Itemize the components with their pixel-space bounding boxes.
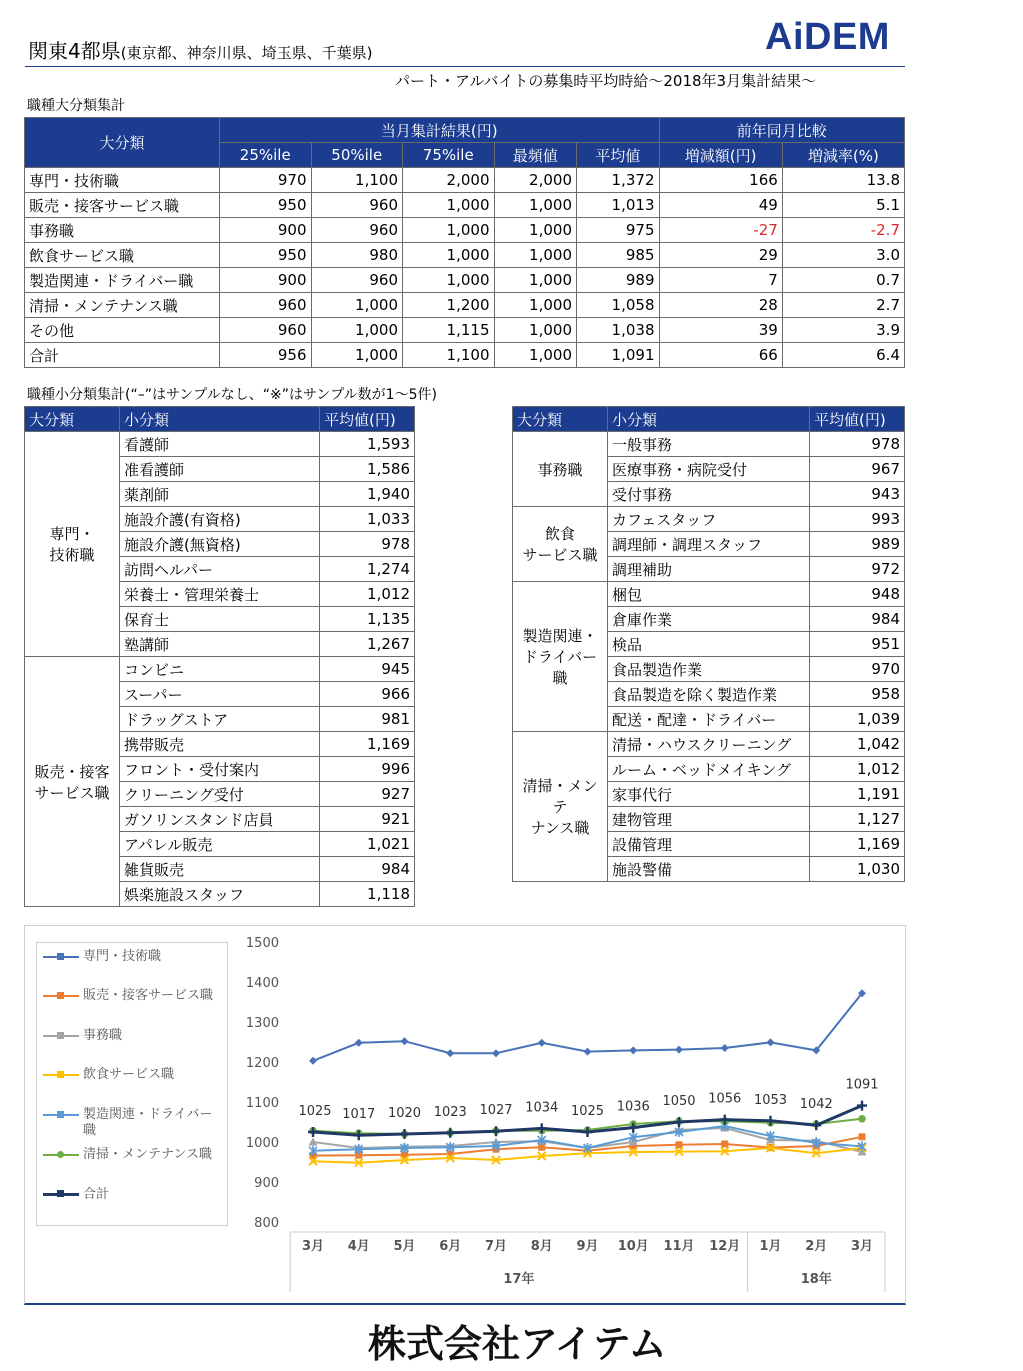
data-point bbox=[766, 1116, 776, 1126]
table-cell: 1,000 bbox=[494, 318, 577, 343]
table-cell: 970 bbox=[220, 168, 312, 193]
table-cell: 49 bbox=[659, 193, 782, 218]
category-cell: 販売・接客 サービス職 bbox=[25, 657, 120, 907]
table-cell: 1,000 bbox=[403, 243, 495, 268]
table-cell: 1,013 bbox=[577, 193, 660, 218]
data-point bbox=[629, 1046, 637, 1054]
table-cell: 2.7 bbox=[782, 293, 904, 318]
value-cell: 1,012 bbox=[320, 582, 415, 607]
legend-label: 販売・接客サービス職 bbox=[83, 988, 214, 1003]
table-cell: 900 bbox=[220, 218, 312, 243]
value-cell: 945 bbox=[320, 657, 415, 682]
col-header: 増減率(%) bbox=[782, 143, 904, 168]
table-cell: 3.0 bbox=[782, 243, 904, 268]
major-table-caption: 職種大分類集計 bbox=[27, 98, 125, 114]
y-tick-label: 1300 bbox=[245, 1016, 279, 1031]
table-cell: 5.1 bbox=[782, 193, 904, 218]
subcategory-cell: 食品製造作業 bbox=[608, 657, 810, 682]
subcategory-cell: 受付事務 bbox=[608, 482, 810, 507]
subcategory-cell: 家事代行 bbox=[608, 782, 810, 807]
value-cell: 1,169 bbox=[810, 832, 905, 857]
value-cell: 978 bbox=[320, 532, 415, 557]
data-point bbox=[857, 1101, 867, 1111]
table-cell: 2,000 bbox=[494, 168, 577, 193]
subcategory-cell: コンビニ bbox=[120, 657, 320, 682]
value-cell: 972 bbox=[810, 557, 905, 582]
subcategory-cell: 施設介護(無資格) bbox=[120, 532, 320, 557]
subcategory-cell: 栄養士・管理栄養士 bbox=[120, 582, 320, 607]
col-group-prev: 前年同月比較 bbox=[659, 118, 905, 143]
data-point bbox=[401, 1037, 409, 1045]
subcategory-cell: ガソリンスタンド店員 bbox=[120, 807, 320, 832]
col-header: 平均値(円) bbox=[810, 407, 905, 432]
value-cell: 921 bbox=[320, 807, 415, 832]
category-cell: 事務職 bbox=[513, 432, 608, 507]
x-tick-label: 7月 bbox=[484, 1239, 508, 1254]
subcategory-cell: ルーム・ベッドメイキング bbox=[608, 757, 810, 782]
value-cell: 984 bbox=[810, 607, 905, 632]
table-cell: 1,000 bbox=[403, 193, 495, 218]
y-tick-label: 800 bbox=[254, 1216, 279, 1231]
subcategory-cell: 倉庫作業 bbox=[608, 607, 810, 632]
legend-label: 清掃・メンテナンス職 bbox=[83, 1147, 212, 1162]
legend-label: 事務職 bbox=[83, 1028, 123, 1043]
table-cell: 1,115 bbox=[403, 318, 495, 343]
value-cell: 1,042 bbox=[810, 732, 905, 757]
col-header: 最頻値 bbox=[494, 143, 577, 168]
table-cell: 1,000 bbox=[311, 318, 403, 343]
table-cell: 0.7 bbox=[782, 268, 904, 293]
subcategory-cell: 娯楽施設スタッフ bbox=[120, 882, 320, 907]
subcategory-cell: 調理補助 bbox=[608, 557, 810, 582]
data-label: 1050 bbox=[662, 1094, 696, 1109]
page-title-prefectures: (東京都、神奈川県、埼玉県、千葉県) bbox=[120, 44, 373, 62]
col-header: 50%ile bbox=[311, 143, 403, 168]
table-cell: 1,000 bbox=[494, 193, 577, 218]
data-point bbox=[674, 1117, 684, 1127]
data-label: 1020 bbox=[387, 1106, 422, 1121]
category-cell: 飲食 サービス職 bbox=[513, 507, 608, 582]
value-cell: 1,135 bbox=[320, 607, 415, 632]
minor-table-caption: 職種小分類集計(“–”はサンプルなし、“※”はサンプル数が1～5件) bbox=[27, 387, 437, 403]
value-cell: 989 bbox=[810, 532, 905, 557]
data-point bbox=[767, 1038, 775, 1046]
subcategory-cell: クリーニング受付 bbox=[120, 782, 320, 807]
value-cell: 1,012 bbox=[810, 757, 905, 782]
data-label: 1025 bbox=[570, 1104, 605, 1119]
table-cell: 2,000 bbox=[403, 168, 495, 193]
value-cell: 1,118 bbox=[320, 882, 415, 907]
x-tick-label: 3月 bbox=[301, 1239, 325, 1254]
value-cell: 967 bbox=[810, 457, 905, 482]
table-cell: 985 bbox=[577, 243, 660, 268]
table-cell: 166 bbox=[659, 168, 782, 193]
data-label: 1056 bbox=[708, 1091, 742, 1107]
value-cell: 1,274 bbox=[320, 557, 415, 582]
table-cell: 1,000 bbox=[403, 218, 495, 243]
data-point bbox=[308, 1127, 318, 1137]
value-cell: 996 bbox=[320, 757, 415, 782]
subcategory-cell: 検品 bbox=[608, 632, 810, 657]
data-point bbox=[446, 1049, 454, 1057]
data-point bbox=[492, 1049, 500, 1057]
y-tick-label: 1500 bbox=[245, 936, 279, 951]
subcategory-cell: 一般事務 bbox=[608, 432, 810, 457]
value-cell: 1,033 bbox=[320, 507, 415, 532]
table-cell: 66 bbox=[659, 343, 782, 368]
legend-label: 合計 bbox=[83, 1187, 110, 1202]
data-point bbox=[309, 1057, 317, 1065]
table-cell: 1,000 bbox=[494, 268, 577, 293]
subcategory-cell: アパレル販売 bbox=[120, 832, 320, 857]
table-cell: 960 bbox=[220, 293, 312, 318]
data-label: 1025 bbox=[298, 1104, 332, 1119]
subcategory-cell: フロント・受付案内 bbox=[120, 757, 320, 782]
row-label: 専門・技術職 bbox=[25, 168, 220, 193]
data-point bbox=[721, 1141, 728, 1148]
col-header: 増減額(円) bbox=[659, 143, 782, 168]
data-point bbox=[355, 1039, 363, 1047]
data-point bbox=[445, 1128, 455, 1138]
data-label: 1091 bbox=[845, 1077, 879, 1093]
col-group-current: 当月集計結果(円) bbox=[220, 118, 660, 143]
x-tick-label: 4月 bbox=[347, 1239, 370, 1254]
x-tick-label: 11月 bbox=[663, 1239, 695, 1254]
value-cell: 943 bbox=[810, 482, 905, 507]
table-cell: 1,000 bbox=[311, 343, 403, 368]
subcategory-cell: 調理師・調理スタッフ bbox=[608, 532, 810, 557]
data-label: 1017 bbox=[342, 1107, 376, 1123]
value-cell: 948 bbox=[810, 582, 905, 607]
col-header: 75%ile bbox=[403, 143, 495, 168]
x-tick-label: 5月 bbox=[393, 1239, 416, 1254]
row-label: 販売・接客サービス職 bbox=[25, 193, 220, 218]
table-cell: 1,372 bbox=[577, 168, 660, 193]
subcategory-cell: 梱包 bbox=[608, 582, 810, 607]
data-point bbox=[676, 1141, 683, 1148]
subcategory-cell: 准看護師 bbox=[120, 457, 320, 482]
subcategory-cell: 医療事務・病院受付 bbox=[608, 457, 810, 482]
subcategory-cell: 看護師 bbox=[120, 432, 320, 457]
page-subtitle: パート・アルバイトの募集時平均時給～2018年3月集計結果～ bbox=[395, 72, 817, 90]
row-label: 製造関連・ドライバー職 bbox=[25, 268, 220, 293]
subcategory-cell: 薬剤師 bbox=[120, 482, 320, 507]
col-header: 小分類 bbox=[608, 407, 810, 432]
value-cell: 1,267 bbox=[320, 632, 415, 657]
x-tick-label: 8月 bbox=[530, 1239, 553, 1254]
data-point bbox=[721, 1044, 729, 1052]
value-cell: 1,021 bbox=[320, 832, 415, 857]
col-header: 大分類 bbox=[25, 407, 120, 432]
row-label: 清掃・メンテナンス職 bbox=[25, 293, 220, 318]
value-cell: 1,127 bbox=[810, 807, 905, 832]
table-cell: 950 bbox=[220, 193, 312, 218]
table-cell: 989 bbox=[577, 268, 660, 293]
data-point bbox=[675, 1046, 683, 1054]
table-cell: 960 bbox=[311, 193, 403, 218]
value-cell: 927 bbox=[320, 782, 415, 807]
table-cell: 1,091 bbox=[577, 343, 660, 368]
value-cell: 970 bbox=[810, 657, 905, 682]
data-point bbox=[583, 1127, 593, 1137]
table-cell: 960 bbox=[311, 268, 403, 293]
table-cell: 1,000 bbox=[403, 268, 495, 293]
subcategory-cell: 訪問ヘルパー bbox=[120, 557, 320, 582]
data-label: 1036 bbox=[616, 1099, 650, 1115]
table-cell: 1,058 bbox=[577, 293, 660, 318]
data-point bbox=[538, 1039, 546, 1047]
footer-company: 株式会社アイテム bbox=[368, 1322, 667, 1366]
category-cell: 清掃・メンテ ナンス職 bbox=[513, 732, 608, 882]
x-tick-label: 12月 bbox=[709, 1239, 741, 1254]
subcategory-cell: ドラッグストア bbox=[120, 707, 320, 732]
subcategory-cell: 施設介護(有資格) bbox=[120, 507, 320, 532]
value-cell: 993 bbox=[810, 507, 905, 532]
page-title-main: 関東4都県 bbox=[28, 39, 121, 63]
subcategory-cell: 配送・配達・ドライバー bbox=[608, 707, 810, 732]
data-label: 1042 bbox=[799, 1097, 833, 1113]
x-tick-label: 2月 bbox=[805, 1239, 828, 1254]
value-cell: 1,169 bbox=[320, 732, 415, 757]
table-cell: 900 bbox=[220, 268, 312, 293]
subcategory-cell: 建物管理 bbox=[608, 807, 810, 832]
col-header: 小分類 bbox=[120, 407, 320, 432]
table-cell: 1,038 bbox=[577, 318, 660, 343]
data-point bbox=[859, 1133, 866, 1140]
table-cell: -27 bbox=[659, 218, 782, 243]
y-tick-label: 1100 bbox=[245, 1096, 279, 1111]
data-point bbox=[491, 1126, 501, 1136]
col-header: 大分類 bbox=[513, 407, 608, 432]
data-label: 1027 bbox=[479, 1103, 513, 1119]
subcategory-cell: 食品製造を除く製造作業 bbox=[608, 682, 810, 707]
value-cell: 1,586 bbox=[320, 457, 415, 482]
x-tick-label: 10月 bbox=[617, 1239, 649, 1254]
table-cell: 6.4 bbox=[782, 343, 904, 368]
legend-label: 専門・技術職 bbox=[83, 949, 162, 964]
subcategory-cell: 雑貨販売 bbox=[120, 857, 320, 882]
data-point bbox=[584, 1048, 592, 1056]
col-header: 平均値 bbox=[577, 143, 660, 168]
table-cell: 7 bbox=[659, 268, 782, 293]
table-cell: 39 bbox=[659, 318, 782, 343]
value-cell: 966 bbox=[320, 682, 415, 707]
x-tick-label: 3月 bbox=[850, 1239, 874, 1254]
row-label: 合計 bbox=[25, 343, 220, 368]
data-point bbox=[858, 1115, 866, 1123]
table-cell: -2.7 bbox=[782, 218, 904, 243]
table-cell: 975 bbox=[577, 218, 660, 243]
data-point bbox=[811, 1120, 821, 1130]
table-cell: 1,200 bbox=[403, 293, 495, 318]
y-tick-label: 900 bbox=[254, 1176, 279, 1191]
x-tick-label: 6月 bbox=[439, 1239, 462, 1254]
x-tick-label: 9月 bbox=[576, 1239, 599, 1254]
value-cell: 1,039 bbox=[810, 707, 905, 732]
subcategory-cell: スーパー bbox=[120, 682, 320, 707]
col-header: 25%ile bbox=[220, 143, 312, 168]
value-cell: 951 bbox=[810, 632, 905, 657]
table-cell: 3.9 bbox=[782, 318, 904, 343]
value-cell: 1,593 bbox=[320, 432, 415, 457]
aidem-logo: AiDEM bbox=[765, 16, 890, 58]
data-point bbox=[354, 1130, 364, 1140]
y-tick-label: 1200 bbox=[245, 1056, 279, 1071]
value-cell: 958 bbox=[810, 682, 905, 707]
y-tick-label: 1000 bbox=[245, 1136, 279, 1151]
data-label: 1023 bbox=[433, 1104, 467, 1120]
row-label: その他 bbox=[25, 318, 220, 343]
table-cell: 29 bbox=[659, 243, 782, 268]
year-label: 17年 bbox=[503, 1272, 535, 1287]
value-cell: 1,030 bbox=[810, 857, 905, 882]
year-label: 18年 bbox=[800, 1272, 832, 1287]
row-label: 飲食サービス職 bbox=[25, 243, 220, 268]
subcategory-cell: 設備管理 bbox=[608, 832, 810, 857]
subcategory-cell: 携帯販売 bbox=[120, 732, 320, 757]
table-cell: 1,100 bbox=[311, 168, 403, 193]
table-cell: 950 bbox=[220, 243, 312, 268]
table-cell: 960 bbox=[220, 318, 312, 343]
table-cell: 1,000 bbox=[494, 243, 577, 268]
category-cell: 専門・ 技術職 bbox=[25, 432, 120, 657]
value-cell: 984 bbox=[320, 857, 415, 882]
table-cell: 1,000 bbox=[494, 293, 577, 318]
data-point bbox=[400, 1129, 410, 1139]
value-cell: 981 bbox=[320, 707, 415, 732]
data-label: 1053 bbox=[753, 1092, 788, 1108]
value-cell: 1,191 bbox=[810, 782, 905, 807]
x-tick-label: 1月 bbox=[759, 1239, 782, 1254]
table-cell: 28 bbox=[659, 293, 782, 318]
table-cell: 1,000 bbox=[494, 218, 577, 243]
table-cell: 13.8 bbox=[782, 168, 904, 193]
subcategory-cell: 保育士 bbox=[120, 607, 320, 632]
table-cell: 960 bbox=[311, 218, 403, 243]
subcategory-cell: カフェスタッフ bbox=[608, 507, 810, 532]
table-cell: 1,000 bbox=[311, 293, 403, 318]
col-category: 大分類 bbox=[25, 118, 220, 168]
value-cell: 1,940 bbox=[320, 482, 415, 507]
y-tick-label: 1400 bbox=[245, 976, 279, 991]
data-label: 1034 bbox=[525, 1100, 559, 1116]
row-label: 事務職 bbox=[25, 218, 220, 243]
subcategory-cell: 塾講師 bbox=[120, 632, 320, 657]
table-cell: 1,000 bbox=[494, 343, 577, 368]
subcategory-cell: 清掃・ハウスクリーニング bbox=[608, 732, 810, 757]
table-cell: 1,100 bbox=[403, 343, 495, 368]
legend-label: 製造関連・ドライバー職 bbox=[83, 1107, 213, 1138]
value-cell: 978 bbox=[810, 432, 905, 457]
col-header: 平均値(円) bbox=[320, 407, 415, 432]
legend-label: 飲食サービス職 bbox=[83, 1067, 175, 1082]
table-cell: 956 bbox=[220, 343, 312, 368]
table-cell: 980 bbox=[311, 243, 403, 268]
subcategory-cell: 施設警備 bbox=[608, 857, 810, 882]
category-cell: 製造関連・ ドライバー職 bbox=[513, 582, 608, 732]
